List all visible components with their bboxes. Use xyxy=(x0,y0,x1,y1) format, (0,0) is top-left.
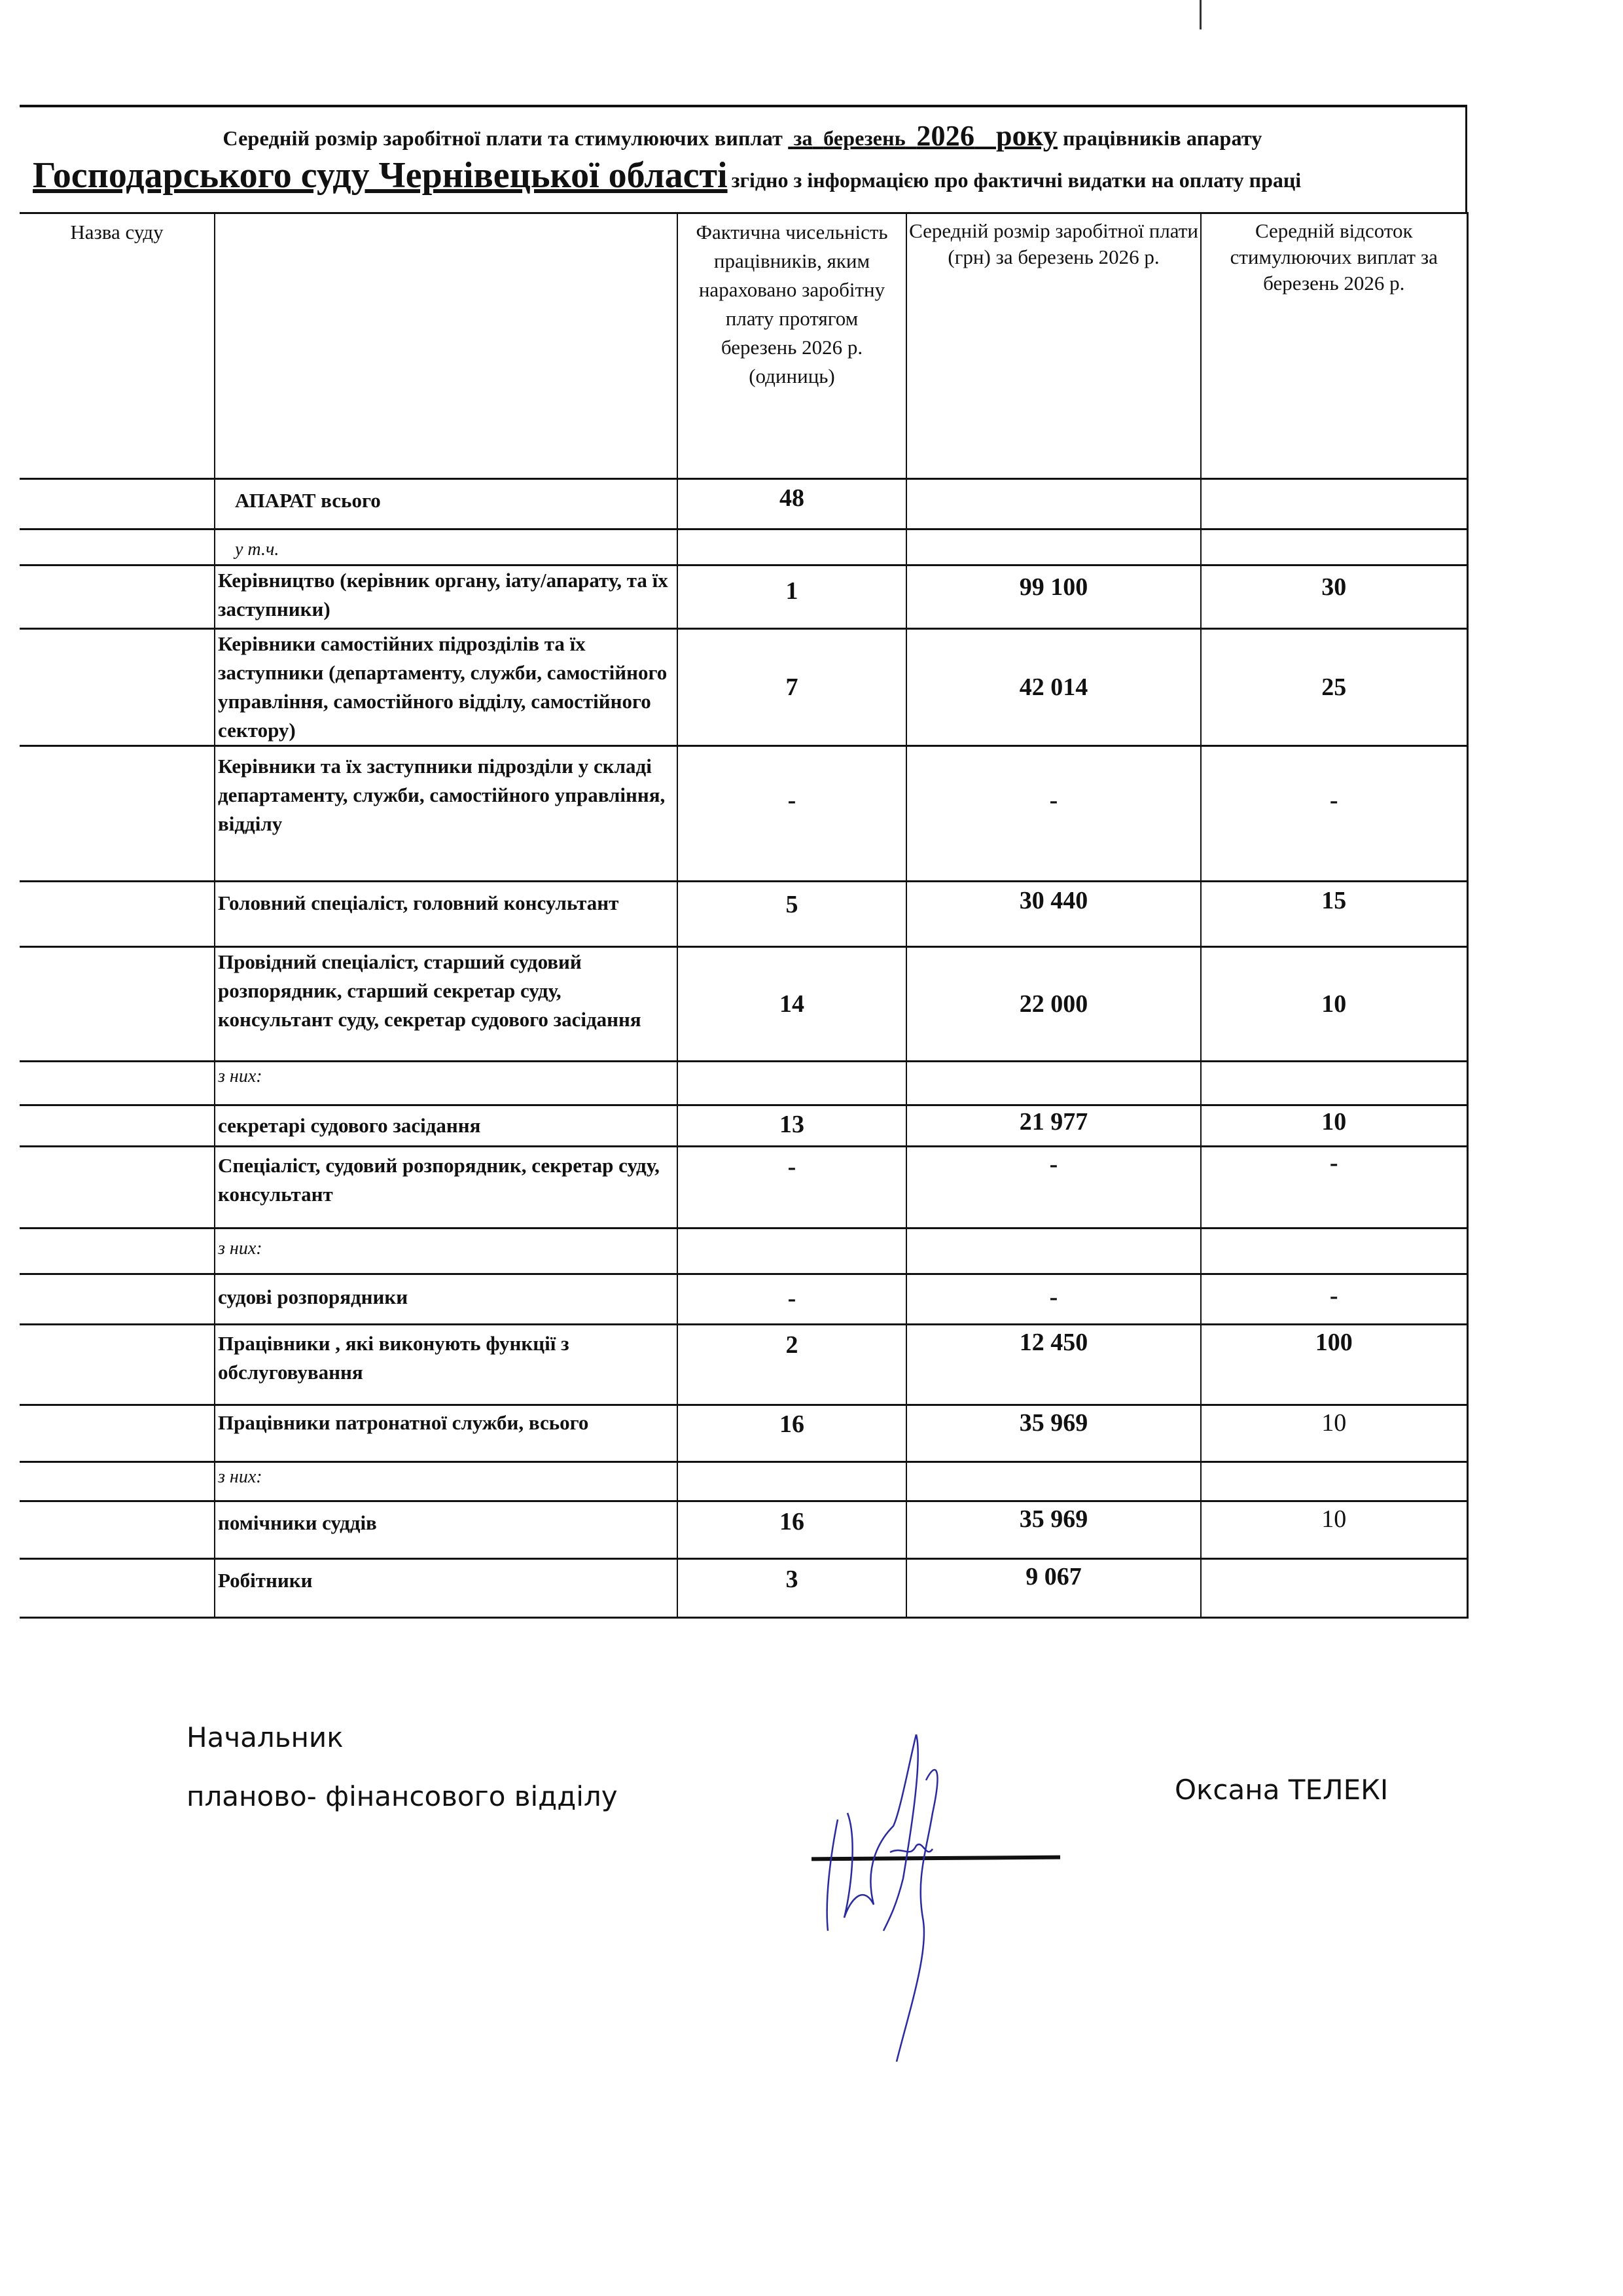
row-label: Робітники xyxy=(215,1559,677,1618)
header-court-name: Назва суду xyxy=(20,213,215,479)
signer-position-line2: планово- фінансового відділу xyxy=(187,1780,618,1812)
salary-table xyxy=(20,212,1469,1619)
row-bonus-pct xyxy=(1201,1559,1467,1618)
report-title-line2 xyxy=(33,154,1301,196)
row-label: з них: xyxy=(215,1229,677,1274)
row-avg-salary: - xyxy=(906,1147,1201,1229)
row-label: судові розпорядники xyxy=(215,1274,677,1325)
row-avg-salary: 35 969 xyxy=(906,1501,1201,1559)
table-row xyxy=(20,1105,1467,1147)
row-count: - xyxy=(677,746,906,882)
handwritten-signature-icon xyxy=(812,1734,1073,2062)
row-label: помічники суддів xyxy=(215,1501,677,1559)
row-count: - xyxy=(677,1147,906,1229)
row-avg-salary: 35 969 xyxy=(906,1405,1201,1462)
row-count: 16 xyxy=(677,1405,906,1462)
header-avg-salary: Середній розмір заробітної плати (грн) за березень 2026 р. xyxy=(906,213,1201,479)
row-bonus-pct xyxy=(1201,1229,1467,1274)
table-row xyxy=(20,882,1467,947)
row-avg-salary xyxy=(906,1229,1201,1274)
row-count: 14 xyxy=(677,947,906,1062)
row-count xyxy=(677,529,906,565)
row-label: з них: xyxy=(215,1062,677,1105)
row-avg-salary: 12 450 xyxy=(906,1325,1201,1405)
table-row xyxy=(20,565,1467,629)
row-avg-salary xyxy=(906,529,1201,565)
row-label: Керівники самостійних підрозділів та їх заступники (департаменту, служби, самостійного управління, самостійного відділу, самостійного сектору) xyxy=(215,629,677,746)
title-suffix: працівників апарату xyxy=(1063,126,1262,150)
row-bonus-pct xyxy=(1201,479,1467,529)
row-avg-salary: - xyxy=(906,746,1201,882)
row-bonus-pct: - xyxy=(1201,1147,1467,1229)
signer-name: Оксана ТЕЛЕКІ xyxy=(1175,1774,1389,1806)
row-count xyxy=(677,1062,906,1105)
scan-edge-mark xyxy=(1200,0,1202,29)
row-count xyxy=(677,1229,906,1274)
row-avg-salary: 21 977 xyxy=(906,1105,1201,1147)
row-bonus-pct: - xyxy=(1201,1274,1467,1325)
table-row xyxy=(20,1405,1467,1462)
signer-position-line1: Начальник xyxy=(187,1721,344,1753)
title-line2-suffix: згідно з інформацією про фактичні видатки на оплату праці xyxy=(731,168,1302,192)
report-sheet xyxy=(20,105,1467,1619)
row-avg-salary: 42 014 xyxy=(906,629,1201,746)
row-label: Керівники та їх заступники підрозділи у складі департаменту, служби, самостійного управління, відділу xyxy=(215,746,677,882)
row-bonus-pct xyxy=(1201,1462,1467,1501)
report-title-box xyxy=(20,105,1467,212)
row-label: Працівники , які виконують функції з обслуговування xyxy=(215,1325,677,1405)
table-row xyxy=(20,529,1467,565)
row-bonus-pct: 10 xyxy=(1201,947,1467,1062)
report-title-line1 xyxy=(20,119,1465,152)
row-avg-salary: 9 067 xyxy=(906,1559,1201,1618)
header-headcount: Фактична чисельність працівників, яким нараховано заробітну плату протягом березень 2026 р. (одиниць) xyxy=(677,213,906,479)
row-label: у т.ч. xyxy=(215,529,677,565)
row-count: 5 xyxy=(677,882,906,947)
row-avg-salary: 22 000 xyxy=(906,947,1201,1062)
table-row xyxy=(20,1274,1467,1325)
header-blank xyxy=(215,213,677,479)
row-label: Працівники патронатної служби, всього xyxy=(215,1405,677,1462)
row-label: АПАРАТ всього xyxy=(215,479,677,529)
table-header-row xyxy=(20,213,1467,479)
table-row xyxy=(20,1147,1467,1229)
row-avg-salary xyxy=(906,1062,1201,1105)
row-bonus-pct: 10 xyxy=(1201,1405,1467,1462)
row-count: 3 xyxy=(677,1559,906,1618)
row-count: 7 xyxy=(677,629,906,746)
row-count: 48 xyxy=(677,479,906,529)
row-label: Керівництво (керівник органу, іату/апарату, та їх заступники) xyxy=(215,565,677,629)
table-row xyxy=(20,1501,1467,1559)
table-row xyxy=(20,629,1467,746)
court-name: Господарського суду Чернівецької області xyxy=(33,155,728,196)
table-row xyxy=(20,1462,1467,1501)
row-bonus-pct: - xyxy=(1201,746,1467,882)
table-row xyxy=(20,1325,1467,1405)
row-bonus-pct xyxy=(1201,1062,1467,1105)
row-bonus-pct xyxy=(1201,529,1467,565)
row-avg-salary xyxy=(906,1462,1201,1501)
title-period: за березень 2026 року xyxy=(793,120,1058,152)
row-bonus-pct: 100 xyxy=(1201,1325,1467,1405)
row-avg-salary xyxy=(906,479,1201,529)
row-bonus-pct: 30 xyxy=(1201,565,1467,629)
table-row xyxy=(20,479,1467,529)
header-bonus-pct: Середній відсоток стимулюючих виплат за березень 2026 р. xyxy=(1201,213,1467,479)
row-count: 1 xyxy=(677,565,906,629)
row-avg-salary: 30 440 xyxy=(906,882,1201,947)
title-prefix: Середній розмір заробітної плати та стимулюючих виплат xyxy=(223,126,783,150)
row-count: 16 xyxy=(677,1501,906,1559)
table-row xyxy=(20,1229,1467,1274)
table-row xyxy=(20,1559,1467,1618)
row-label: Спеціаліст, судовий розпорядник, секретар суду, консультант xyxy=(215,1147,677,1229)
row-label: Головний спеціаліст, головний консультант xyxy=(215,882,677,947)
row-count xyxy=(677,1462,906,1501)
table-row xyxy=(20,947,1467,1062)
row-label: секретарі судового засідання xyxy=(215,1105,677,1147)
table-row xyxy=(20,746,1467,882)
row-count: 2 xyxy=(677,1325,906,1405)
row-bonus-pct: 15 xyxy=(1201,882,1467,947)
table-row xyxy=(20,1062,1467,1105)
signature-block xyxy=(0,1702,1623,2029)
row-bonus-pct: 10 xyxy=(1201,1105,1467,1147)
row-count: 13 xyxy=(677,1105,906,1147)
row-bonus-pct: 10 xyxy=(1201,1501,1467,1559)
row-bonus-pct: 25 xyxy=(1201,629,1467,746)
row-label: Провідний спеціаліст, старший судовий розпорядник, старший секретар суду, консультант суду, секретар судового засідання xyxy=(215,947,677,1062)
row-count: - xyxy=(677,1274,906,1325)
row-label: з них: xyxy=(215,1462,677,1501)
row-avg-salary: - xyxy=(906,1274,1201,1325)
row-avg-salary: 99 100 xyxy=(906,565,1201,629)
